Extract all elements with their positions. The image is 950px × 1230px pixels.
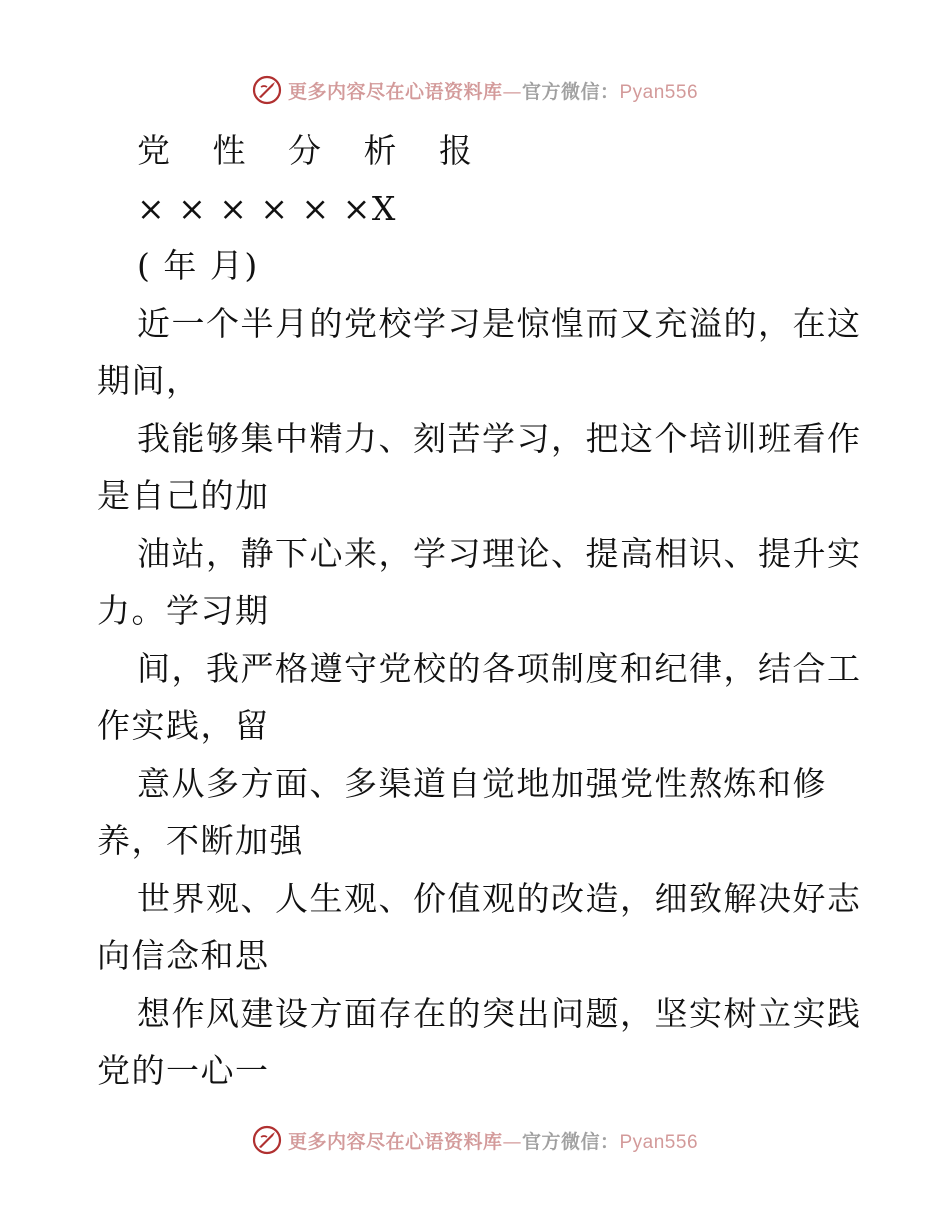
text-line: 近一个半月的党校学习是惊惶而又充溢的，在这 xyxy=(137,303,862,343)
watermark-wechat-label: 官方微信： xyxy=(521,1130,620,1153)
text-line: 作实践，留 xyxy=(97,706,270,745)
document-author: × × × × × ×X xyxy=(137,188,397,228)
document-body xyxy=(97,122,862,1100)
watermark-wechat-id: Pyan556 xyxy=(619,81,699,103)
text-line: 间，我严格遵守党校的各项制度和纪律，结合工 xyxy=(137,648,862,688)
text-line: 向信念和思 xyxy=(97,936,270,975)
quill-pen-circle-icon xyxy=(252,75,282,105)
watermark-separator: — xyxy=(502,1130,522,1153)
document-title: 党 性 分 析 报 xyxy=(137,131,488,170)
text-line: 养，不断加强 xyxy=(97,821,304,860)
quill-pen-circle-icon xyxy=(252,1125,282,1155)
watermark-brand: 更多内容尽在心语资料库 xyxy=(287,1130,503,1153)
footer-watermark xyxy=(0,1120,950,1160)
header-watermark xyxy=(0,70,950,110)
text-line: 想作风建设方面存在的突出问题，坚实树立实践 xyxy=(137,993,862,1033)
watermark-brand: 更多内容尽在心语资料库 xyxy=(287,80,503,103)
text-line: 意从多方面、多渠道自觉地加强党性熬炼和修 xyxy=(137,763,827,803)
watermark-wechat-id: Pyan556 xyxy=(619,1131,699,1153)
text-line: 是自己的加 xyxy=(97,476,270,515)
watermark-wechat-label: 官方微信： xyxy=(521,80,620,103)
text-line: 力。学习期 xyxy=(97,591,270,630)
text-line: 期间， xyxy=(97,361,201,400)
text-line: 我能够集中精力、刻苦学习，把这个培训班看作 xyxy=(137,418,862,458)
watermark-separator: — xyxy=(502,80,522,103)
text-line: 油站，静下心来，学习理论、提高相识、提升实 xyxy=(137,533,862,573)
document-date: ( 年 月) xyxy=(137,246,259,285)
text-line: 党的一心一 xyxy=(97,1051,270,1090)
text-line: 世界观、人生观、价值观的改造，细致解决好志 xyxy=(137,878,862,918)
